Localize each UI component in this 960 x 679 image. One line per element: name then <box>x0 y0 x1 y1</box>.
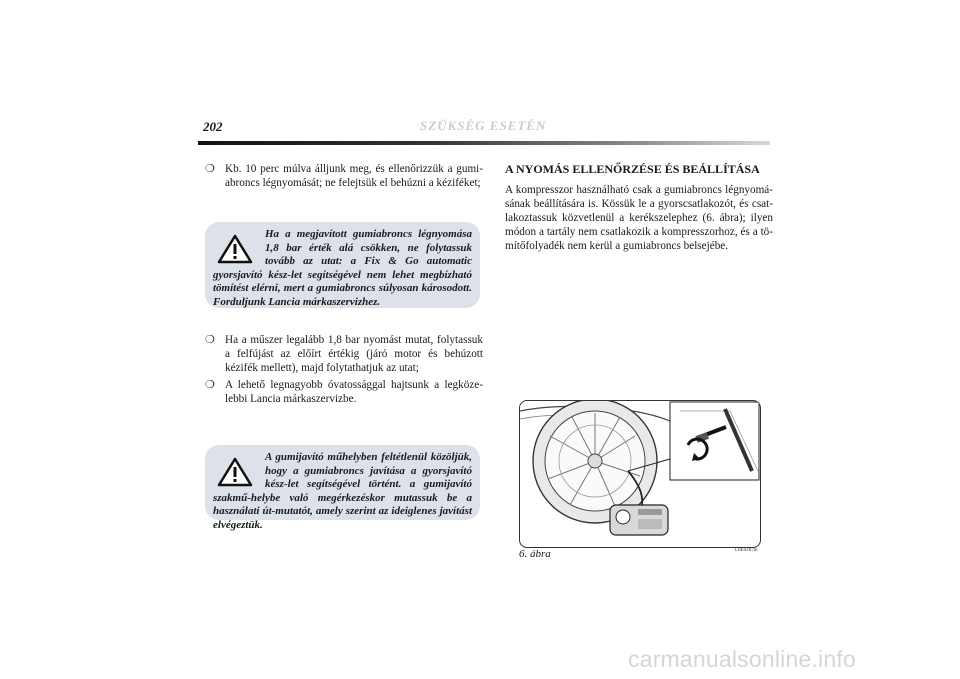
bullet-item <box>205 378 483 406</box>
warning-triangle-icon <box>217 234 253 264</box>
figure-illustration <box>519 400 761 548</box>
watermark: carmanualsonline.info <box>628 646 856 672</box>
bullet-text: A lehető legnagyobb óvatossággal hajtsunk a legköze-lebbi Lancia márkaszervizbe. <box>225 379 483 405</box>
header-rule <box>198 141 770 145</box>
figure-caption: 6. ábra <box>519 548 551 560</box>
figure-code: L0E0287m <box>735 548 758 553</box>
right-column <box>505 162 773 253</box>
section-title: SZÜKSÉG ESETÉN <box>420 118 547 133</box>
compressor-illustration <box>520 401 760 547</box>
warning-box <box>205 445 480 531</box>
bullet-item <box>205 162 483 190</box>
section-heading: A NYOMÁS ELLENŐRZÉSE ÉS BEÁLLÍTÁSA <box>505 162 760 176</box>
left-column <box>205 162 483 190</box>
bullet-icon: ❍ <box>205 334 215 346</box>
warning-box <box>205 222 480 308</box>
warning-text: A gumijavító műhelyben feltétlenül közöljük, hogy a gumiabroncs javítása a gyorsjavító kész-let segítségével történt. a gumijavító szakmű-helybe való megérkezéskor mutassuk be a használati út-mutatót, amely szerint az ideiglenes javítást elvégeztük. <box>213 451 472 531</box>
bullet-item <box>205 333 483 375</box>
warning-triangle-icon <box>217 457 253 487</box>
warning-text: Ha a megjavított gumiabroncs légnyomása 1,8 bar érték alá csökken, ne folytassuk tovább az utat: a Fix & Go automatic gyorsjavító kész-let segítségével nem lehet megbízható tömítést elérni, mert a gumiabroncs súlyosan károsodott. Forduljunk Lancia márkaszervizhez. <box>213 228 472 308</box>
body-text: A kompresszor használható csak a gumiabroncs légnyomá-sának beállítására is. Kössük le a gyorscsatlakozót, és csat-lakoztassuk közvetlenül a kerékszelephez (6. ábra); ilyen módon a tartály nem csatlakozik a kompresszorhoz, és a tö-mítőfolyadék nem kerül a gumiabroncs belsejébe. <box>505 184 773 252</box>
bullet-icon: ❍ <box>205 379 215 391</box>
bullet-list <box>205 333 483 409</box>
page-number: 202 <box>203 119 223 134</box>
bullet-text: Kb. 10 perc múlva álljunk meg, és ellenőrizzük a gumi-abroncs légnyomását; ne felejtsük el behúzni a kéziféket; <box>225 163 483 189</box>
bullet-text: Ha a műszer legalább 1,8 bar nyomást mutat, folytassuk a felfújást az előírt értékig (járó motor és behúzott kézifék mellett), majd folytathatjuk az utat; <box>225 334 483 374</box>
bullet-icon: ❍ <box>205 163 215 175</box>
